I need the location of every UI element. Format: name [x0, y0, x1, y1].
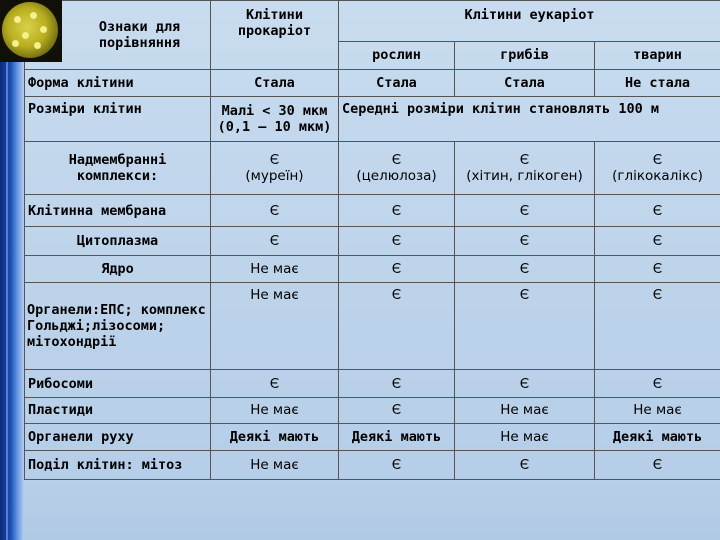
- header-prokaryote-cells: Клітини прокаріот: [211, 1, 339, 70]
- row-animal-value: Не стала: [595, 69, 720, 96]
- table-row: [25, 424, 720, 451]
- table-row: [25, 397, 720, 423]
- row-feature: Поділ клітин: мітоз: [25, 451, 211, 480]
- row-feature: Органели:ЕПС; комплекс Гольджі;лізосоми; мітохондрії: [25, 283, 211, 370]
- organelle-dot: [40, 26, 47, 33]
- row-animal-value: Не має: [595, 397, 720, 423]
- row-feature: Надмембранні комплекси:: [25, 142, 211, 195]
- row-fungi-value-line1: Є: [519, 151, 530, 168]
- row-prokaryote-value: Деякі мають: [211, 424, 339, 451]
- organelle-dot: [34, 42, 41, 49]
- slide-left-accent-bar: [0, 0, 24, 540]
- row-feature: Пластиди: [25, 397, 211, 423]
- row-fungi-value: Є: [455, 370, 595, 397]
- row-animal-value-line2: (глікокалікс): [612, 167, 703, 184]
- organelle-dot: [14, 16, 21, 23]
- row-animal-value: Деякі мають: [595, 424, 720, 451]
- row-fungi-value: Є: [455, 283, 595, 370]
- table-row: [25, 255, 720, 282]
- table-row: [25, 142, 720, 195]
- table-row: [25, 97, 720, 142]
- row-plant-value-line2: (целюлоза): [356, 167, 437, 184]
- row-plant-value: Є: [339, 451, 455, 480]
- row-plant-value: Є: [339, 227, 455, 255]
- row-animal-value: Є: [595, 227, 720, 255]
- row-prokaryote-value: Не має: [211, 255, 339, 282]
- table-row: [25, 69, 720, 96]
- organelle-dot: [12, 40, 19, 47]
- header-comparison-features-text: Ознаки для порівняння: [98, 18, 181, 51]
- row-prokaryote-value: Не має: [211, 451, 339, 480]
- row-prokaryote-value: Є: [211, 194, 339, 226]
- row-plant-value: Є: [339, 194, 455, 226]
- row-plant-value: Є: [339, 255, 455, 282]
- row-prokaryote-value: Стала: [211, 69, 339, 96]
- header-fungi: грибів: [455, 41, 595, 69]
- row-feature: Органели руху: [25, 424, 211, 451]
- table-row: [25, 194, 720, 226]
- row-animal-value: Є: [595, 451, 720, 480]
- row-prokaryote-value: [211, 142, 339, 195]
- header-eukaryote-cells: Клітини еукаріот: [339, 1, 720, 42]
- row-fungi-value-line2: (хітин, глікоген): [466, 167, 583, 184]
- organelle-dot: [30, 12, 37, 19]
- row-fungi-value: [455, 142, 595, 195]
- row-fungi-value: Не має: [455, 424, 595, 451]
- row-animal-value: Є: [595, 283, 720, 370]
- row-eukaryote-merged-value: Середні розміри клітин становлять 100 м: [339, 97, 720, 142]
- cell-comparison-table: [24, 0, 720, 480]
- row-prokaryote-value: Не має: [211, 283, 339, 370]
- row-feature: Клітинна мембрана: [25, 194, 211, 226]
- row-animal-value: [595, 142, 720, 195]
- table-header-row: [25, 1, 720, 42]
- row-feature: Форма клітини: [25, 69, 211, 96]
- row-prokaryote-value: [211, 97, 339, 142]
- row-animal-value: Є: [595, 194, 720, 226]
- row-fungi-value: Є: [455, 227, 595, 255]
- row-plant-value: Є: [339, 283, 455, 370]
- row-prokaryote-value-line2: (муреїн): [245, 167, 304, 184]
- row-animal-value: Є: [595, 370, 720, 397]
- table-row: [25, 370, 720, 397]
- row-fungi-value: Є: [455, 255, 595, 282]
- row-prokaryote-value-line1: Малі < 30 мкм: [221, 103, 328, 120]
- row-fungi-value: Є: [455, 451, 595, 480]
- row-prokaryote-value: Є: [211, 227, 339, 255]
- row-feature: Розміри клітин: [25, 97, 211, 142]
- row-plant-value: [339, 142, 455, 195]
- row-feature: Ядро: [25, 255, 211, 282]
- row-plant-value: Є: [339, 370, 455, 397]
- header-animals: тварин: [595, 41, 720, 69]
- header-plants: рослин: [339, 41, 455, 69]
- table-row: [25, 227, 720, 255]
- row-prokaryote-value-line2: (0,1 – 10 мкм): [217, 119, 332, 136]
- table-row: [25, 283, 720, 370]
- row-feature: Рибосоми: [25, 370, 211, 397]
- cell-micrograph-image: [0, 0, 62, 62]
- row-fungi-value: Не має: [455, 397, 595, 423]
- organelle-dot: [22, 32, 29, 39]
- cell-micrograph-body: [2, 2, 58, 58]
- table-row: [25, 451, 720, 480]
- row-plant-value-line1: Є: [391, 151, 402, 168]
- row-prokaryote-value: Є: [211, 370, 339, 397]
- row-animal-value-line1: Є: [652, 151, 663, 168]
- row-plant-value: Є: [339, 397, 455, 423]
- row-plant-value: Деякі мають: [339, 424, 455, 451]
- row-prokaryote-value: Не має: [211, 397, 339, 423]
- row-fungi-value: Стала: [455, 69, 595, 96]
- row-animal-value: Є: [595, 255, 720, 282]
- row-plant-value: Стала: [339, 69, 455, 96]
- row-prokaryote-value-line1: Є: [269, 151, 280, 168]
- slide-background: [24, 480, 720, 540]
- row-feature: Цитоплазма: [25, 227, 211, 255]
- row-fungi-value: Є: [455, 194, 595, 226]
